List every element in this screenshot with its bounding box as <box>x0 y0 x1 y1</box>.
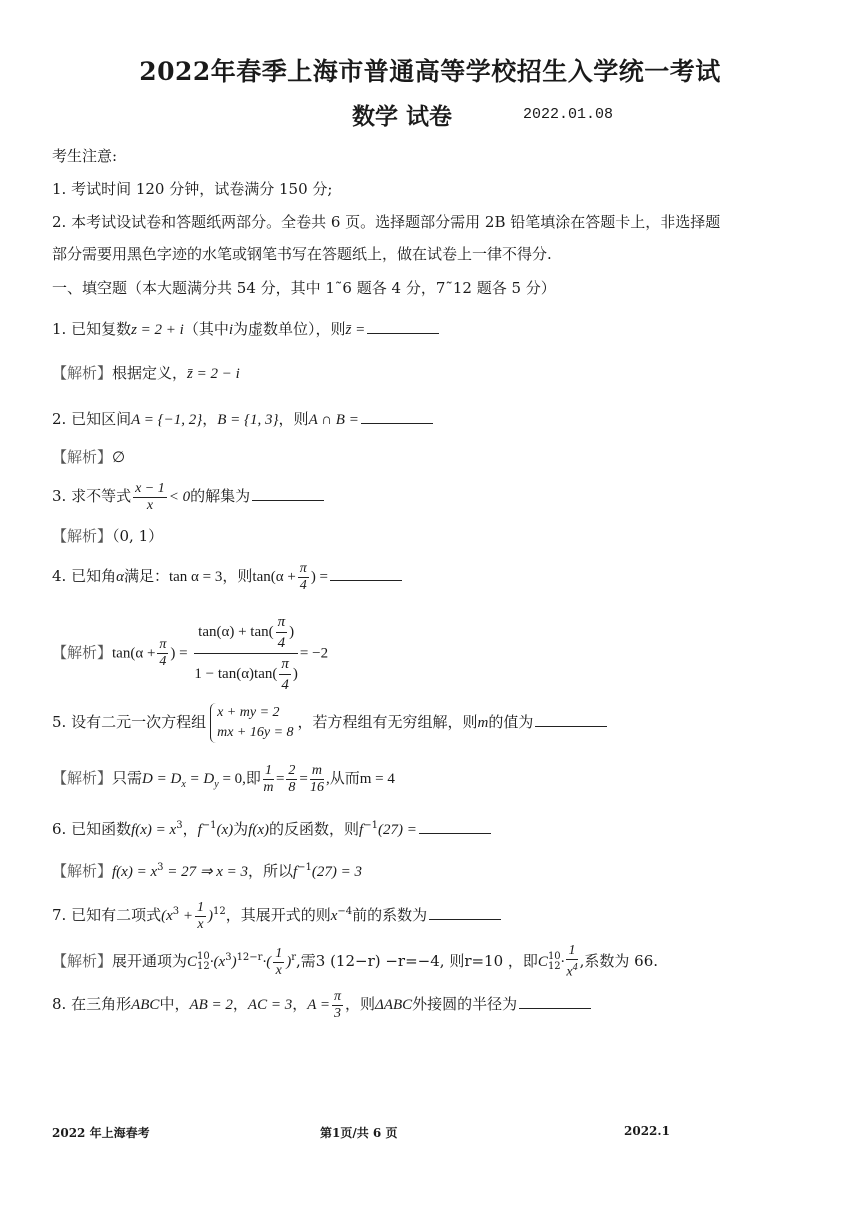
footer-page-number: 第1页/共 6 页 <box>320 1126 398 1140</box>
notice-item-2-cont: 部分需要用黑色字迹的水笔或钢笔书写在答题纸上，做在试卷上一律不得分. <box>52 245 552 263</box>
question-7: 7. 已知有二项式($x^3$ + $\frac{1}{x}$ )$^{12}$，其展开式的则$x^{-4}$前的系数为 <box>52 892 501 936</box>
answer-blank[interactable] <box>367 318 439 334</box>
question-8: 8. 在三角形ABC中，AB = 2，AC = 3，A = $\frac{\pi}{3}$ ，则ΔABC外接圆的半径为 <box>52 984 591 1025</box>
answer-blank[interactable] <box>330 565 402 581</box>
answer-blank[interactable] <box>429 904 501 920</box>
answer-blank[interactable] <box>535 711 607 727</box>
question-4: 4. 已知角α满足：tan α = 3，则tan(α + $\frac{\pi}{4}$ ) = <box>52 556 402 597</box>
notice-heading: 考生注意: <box>52 147 118 165</box>
exam-subtitle: 数学 试卷 <box>352 103 453 130</box>
answer-5: 【解析】只需$D = D_x = D_y = 0$,即 $\frac{1}{m}$ = $\frac{2}{8}$ = $\frac{m}{16}$ ,从而m = 4 <box>52 762 395 795</box>
question-3: 3. 求不等式 $\frac{x - 1}{x}$ < 0的解集为 <box>52 476 324 517</box>
notice-item-1: 1. 考试时间 120 分钟，试卷满分 150 分; <box>52 180 333 198</box>
answer-2: 【解析】∅ <box>52 448 126 466</box>
notice-item-2: 2. 本考试设试卷和答题纸两部分。全卷共 6 页。选择题部分需用 2B 铅笔填涂在答题卡上，非选择题 <box>52 213 721 231</box>
footer-right: 2022.1 <box>624 1124 670 1138</box>
question-5: 5. 设有二元一次方程组 x + my = 2 mx + 16y = 8 ，若方程组有无穷组解，则m的值为 <box>52 700 607 745</box>
answer-blank[interactable] <box>519 993 591 1009</box>
question-2: 2. 已知区间A = {−1, 2}，B = {1, 3}，则A ∩ B = <box>52 408 433 430</box>
question-1: 1. 已知复数z = 2 + i（其中i为虚数单位），则z̄ = <box>52 318 439 340</box>
answer-1: 【解析】根据定义，z̄ = 2 − i <box>52 364 240 382</box>
answer-blank[interactable] <box>252 485 324 501</box>
answer-blank[interactable] <box>361 408 433 424</box>
answer-7: 【解析】展开通项为C 10 12 $\cdot(x^3)^{12-r}\cdot$( $\frac{1}{x}$ )$^r$,需3 (12−r) −r=−4, 则r=10 ，即C 10 12 · $\frac{1}{x^4}$ ,系数为 66. <box>52 943 659 980</box>
answer-6: 【解析】$f(x) = x^3 = 27$ ⇒ x = 3，所以$f^{-1}(27) = 3$ <box>52 862 363 880</box>
answer-blank[interactable] <box>419 818 491 834</box>
exam-date: 2022.01.08 <box>523 106 614 123</box>
exam-title: 2022年春季上海市普通高等学校招生入学统一考试 <box>139 57 721 86</box>
answer-4: 【解析】tan(α + $\frac{\pi}{4}$ ) = tan(α) + tan( $\frac{\pi}{4}$ ) 1 − tan(α)tan( $\frac{\pi}{4}$ ) = −2 <box>52 614 329 693</box>
footer-left: 2022 年上海春考 <box>52 1126 150 1140</box>
section-heading: 一、填空题（本大题满分共 54 分，其中 1˜6 题各 4 分，7˜12 题各 5 分） <box>52 279 556 297</box>
subtitle-row <box>0 98 860 132</box>
answer-3: 【解析】（0, 1） <box>52 527 164 545</box>
question-6: 6. 已知函数$f(x) = x^3$，$f^{-1}(x)$为f(x)的反函数，则$f^{-1}(27)$ = <box>52 816 491 840</box>
